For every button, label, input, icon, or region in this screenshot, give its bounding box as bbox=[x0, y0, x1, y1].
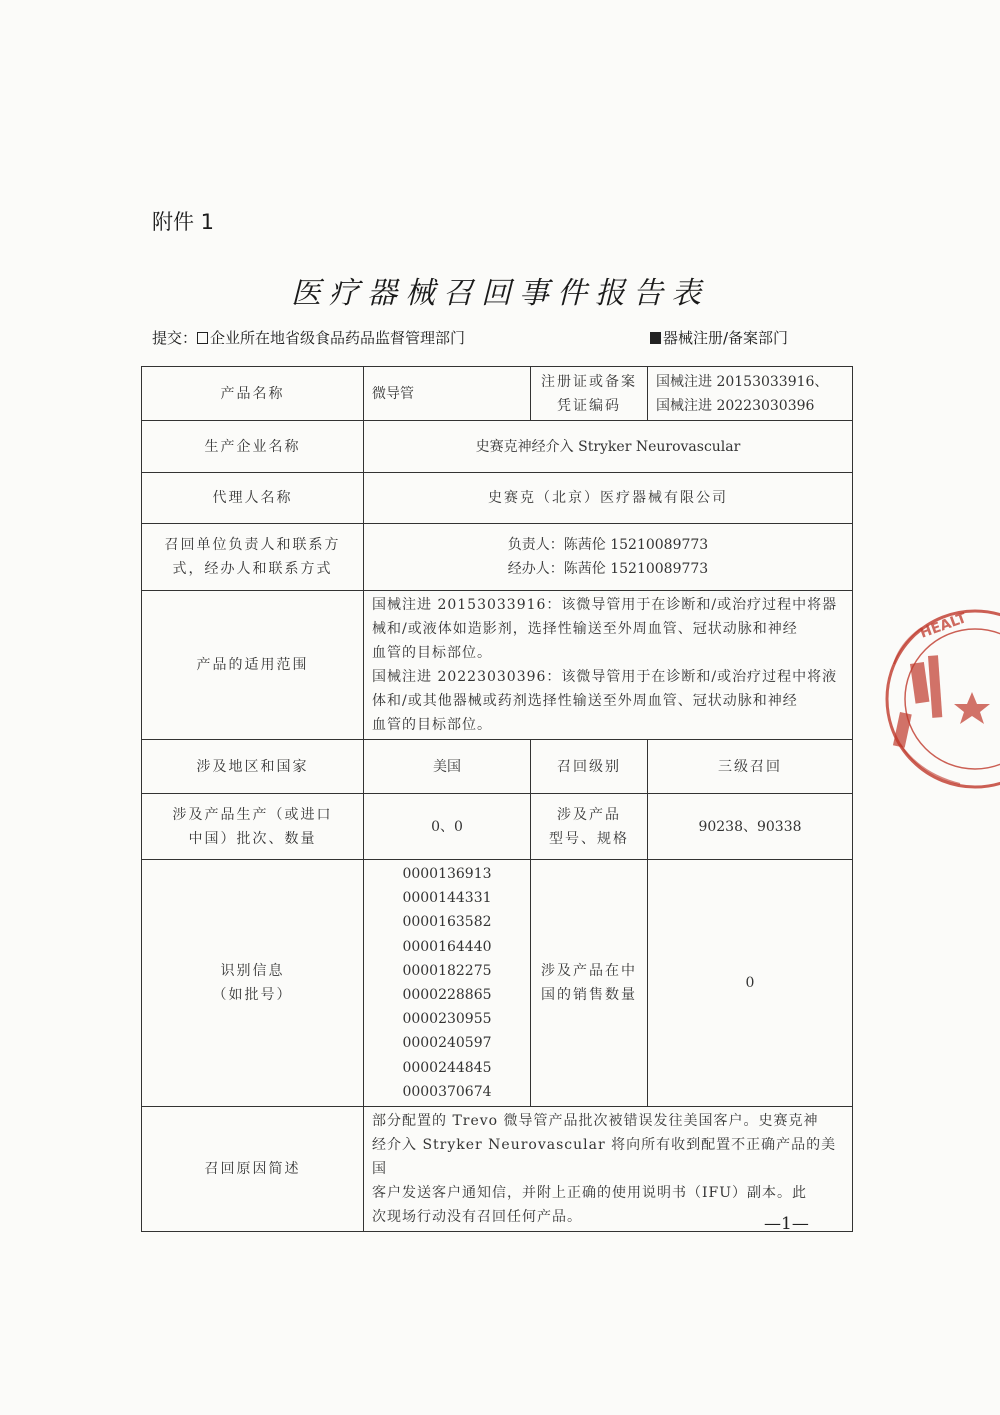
agent-value: 史赛克（北京）医疗器械有限公司 bbox=[364, 473, 853, 524]
manufacturer-value: 史赛克神经介入 Stryker Neurovascular bbox=[364, 421, 853, 473]
lot-number: 0000370674 bbox=[402, 1083, 492, 1100]
scope-line: 国械注进 20153033916：该微导管用于在诊断和/或治疗过程中将器 bbox=[372, 597, 838, 613]
page-number: —1— bbox=[764, 1214, 809, 1234]
submit-option-provincial bbox=[152, 327, 465, 348]
batches-label-line1: 涉及产品生产（或进口 bbox=[172, 806, 333, 823]
reason-value bbox=[364, 1107, 853, 1232]
unchecked-box-icon bbox=[197, 332, 208, 344]
model-label-line1: 涉及产品 bbox=[557, 806, 621, 823]
form-title: 医疗器械召回事件报告表 bbox=[291, 276, 709, 311]
agent-label: 代理人名称 bbox=[142, 473, 364, 524]
reason-line: 部分配置的 Trevo 微导管产品批次被错误发往美国客户。史赛克神 bbox=[372, 1113, 819, 1130]
scope-value bbox=[364, 591, 853, 740]
contact-label bbox=[142, 524, 364, 591]
row-scope bbox=[142, 591, 853, 740]
submit-option-registration bbox=[650, 327, 788, 348]
reg-no-label-line2: 凭证编码 bbox=[557, 397, 621, 414]
reason-line: 次现场行动没有召回任何产品。 bbox=[372, 1209, 582, 1226]
row-region bbox=[142, 740, 853, 794]
batches-label-line2: 中国）批次、数量 bbox=[188, 830, 317, 847]
region-value: 美国 bbox=[364, 740, 531, 794]
recall-report-table bbox=[141, 366, 853, 1232]
model-value: 90238、90338 bbox=[648, 794, 853, 860]
lot-number-list bbox=[364, 860, 531, 1107]
company-seal-stamp bbox=[880, 604, 1000, 794]
lot-number: 0000163582 bbox=[402, 914, 492, 931]
submit-prefix: 提交： bbox=[152, 329, 198, 347]
contact-value bbox=[364, 524, 853, 591]
row-contact bbox=[142, 524, 853, 591]
lot-number: 0000164440 bbox=[402, 938, 492, 955]
lot-number: 0000230955 bbox=[402, 1011, 492, 1028]
lot-number: 0000240597 bbox=[402, 1035, 492, 1052]
row-batches bbox=[142, 794, 853, 860]
lot-number: 0000182275 bbox=[402, 962, 492, 979]
row-manufacturer bbox=[142, 421, 853, 473]
model-label-line2: 型号、规格 bbox=[549, 830, 629, 847]
batches-value: 0、0 bbox=[364, 794, 531, 860]
scope-line: 血管的目标部位。 bbox=[372, 645, 492, 661]
contact-handler: 经办人：陈茜伦 15210089773 bbox=[507, 561, 709, 577]
lot-number: 0000228865 bbox=[402, 987, 492, 1004]
id-label bbox=[142, 860, 364, 1107]
reg-no-label-line1: 注册证或备案 bbox=[541, 373, 637, 390]
lot-number: 0000144331 bbox=[402, 890, 492, 907]
reason-line: 经介入 Stryker Neurovascular 将向所有收到配置不正确产品的美国 bbox=[372, 1137, 837, 1178]
reg-no-2: 国械注进 20223030396 bbox=[656, 397, 815, 414]
reason-label: 召回原因简述 bbox=[142, 1107, 364, 1232]
recall-level-label: 召回级别 bbox=[531, 740, 648, 794]
product-name-value: 微导管 bbox=[364, 367, 531, 421]
contact-responsible: 负责人：陈茜伦 15210089773 bbox=[507, 537, 709, 553]
batches-label bbox=[142, 794, 364, 860]
scope-line: 血管的目标部位。 bbox=[372, 717, 492, 733]
attachment-label: 附件 1 bbox=[152, 210, 215, 234]
scope-line: 体和/或其他器械或药剂选择性输送至外周血管、冠状动脉和神经 bbox=[372, 693, 798, 709]
region-label: 涉及地区和国家 bbox=[142, 740, 364, 794]
row-product-name bbox=[142, 367, 853, 421]
contact-label-line1: 召回单位负责人和联系方 bbox=[164, 537, 341, 553]
model-label bbox=[531, 794, 648, 860]
option-provincial-label: 企业所在地省级食品药品监督管理部门 bbox=[210, 329, 466, 347]
contact-label-line2: 式，经办人和联系方式 bbox=[172, 561, 333, 577]
row-reason bbox=[142, 1107, 853, 1232]
id-label-line2: （如批号） bbox=[212, 987, 293, 1004]
lot-number: 0000244845 bbox=[402, 1059, 492, 1076]
china-sales-label-line1: 涉及产品在中 bbox=[541, 963, 637, 980]
recall-level-value: 三级召回 bbox=[648, 740, 853, 794]
reason-line: 客户发送客户通知信，并附上正确的使用说明书（IFU）副本。此 bbox=[372, 1185, 808, 1202]
scope-line: 国械注进 20223030396：该微导管用于在诊断和/或治疗过程中将液 bbox=[372, 669, 838, 685]
row-agent bbox=[142, 473, 853, 524]
reg-no-1: 国械注进 20153033916、 bbox=[656, 373, 829, 390]
manufacturer-label: 生产企业名称 bbox=[142, 421, 364, 473]
china-sales-label bbox=[531, 860, 648, 1107]
option-registration-label: 器械注册/备案部门 bbox=[663, 329, 789, 347]
china-sales-label-line2: 国的销售数量 bbox=[541, 987, 637, 1004]
product-name-label: 产品名称 bbox=[142, 367, 364, 421]
scope-line: 械和/或液体如造影剂，选择性输送至外周血管、冠状动脉和神经 bbox=[372, 621, 798, 637]
checked-box-icon bbox=[650, 332, 661, 344]
seal-text: HEALT bbox=[917, 610, 969, 642]
scope-label: 产品的适用范围 bbox=[142, 591, 364, 740]
lot-number: 0000136913 bbox=[402, 866, 492, 882]
id-label-line1: 识别信息 bbox=[220, 963, 285, 980]
reg-no-value bbox=[648, 367, 853, 421]
row-identification bbox=[142, 860, 853, 1107]
china-sales-value: 0 bbox=[648, 860, 853, 1107]
reg-no-label bbox=[531, 367, 648, 421]
